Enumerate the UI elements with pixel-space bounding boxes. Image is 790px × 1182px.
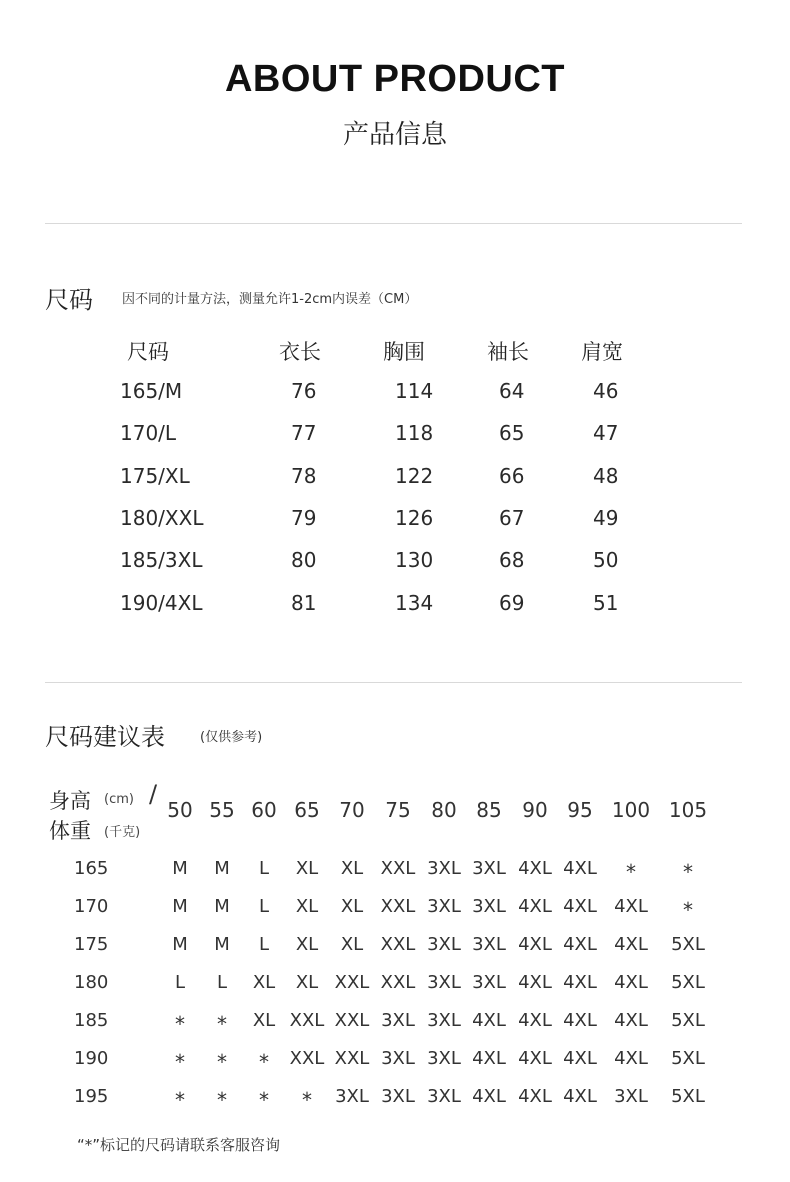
recommended-size-cell: 4XL: [518, 1048, 552, 1069]
size-table-cell: 77: [291, 421, 317, 446]
recommended-size-cell: XL: [252, 1010, 276, 1031]
recommended-size-cell: L: [216, 972, 228, 993]
recommended-size-cell: XXL: [334, 1010, 370, 1031]
recommended-size-cell: XL: [295, 972, 319, 993]
recommended-size-cell: L: [258, 934, 270, 955]
contact-support-star: *: [683, 898, 693, 922]
weight-column-header: 100: [611, 798, 651, 822]
recommended-size-cell: XL: [295, 934, 319, 955]
recommended-size-cell: 3XL: [427, 1048, 461, 1069]
recommended-size-cell: 4XL: [563, 1010, 597, 1031]
size-table-cell: 49: [593, 505, 619, 530]
recommended-size-cell: L: [174, 972, 186, 993]
weight-column-header: 80: [431, 798, 457, 822]
recommended-size-cell: XXL: [380, 972, 416, 993]
recommended-size-cell: 4XL: [563, 1086, 597, 1107]
recommended-size-cell: XXL: [334, 1048, 370, 1069]
weight-label: 体重: [49, 819, 91, 843]
recommended-size-cell: 5XL: [671, 1086, 705, 1107]
size-table-cell: 67: [499, 505, 525, 530]
recommended-size-cell: 3XL: [472, 934, 506, 955]
size-column-header: 肩宽: [581, 340, 623, 364]
contact-support-star: *: [175, 1012, 185, 1036]
weight-column-header: 75: [385, 798, 411, 822]
size-column-header: 衣长: [279, 340, 321, 364]
footnote: “*”标记的尺码请联系客服咨询: [77, 1136, 281, 1154]
contact-support-star: *: [217, 1050, 227, 1074]
size-table-cell: 134: [395, 590, 434, 615]
size-table-cell: 79: [291, 505, 317, 530]
recommended-size-cell: 4XL: [563, 1048, 597, 1069]
size-table-cell: 76: [291, 379, 317, 403]
recommended-size-cell: XL: [340, 896, 364, 917]
recommended-size-cell: 5XL: [671, 934, 705, 955]
recommended-size-cell: 3XL: [472, 858, 506, 879]
height-row-label: 165: [74, 858, 109, 879]
recommended-size-cell: 3XL: [381, 1048, 415, 1069]
size-table-cell: 69: [499, 590, 525, 615]
size-table-cell: 80: [291, 548, 317, 573]
recommended-size-cell: M: [214, 896, 230, 917]
recommended-size-cell: 4XL: [614, 896, 648, 917]
divider: [45, 682, 742, 683]
contact-support-star: *: [175, 1088, 185, 1112]
divider: [45, 223, 742, 224]
recommended-size-cell: XL: [295, 858, 319, 879]
recommended-size-cell: 4XL: [472, 1048, 506, 1069]
size-table-cell: 122: [395, 463, 434, 488]
size-row-label: 185/3XL: [120, 548, 203, 573]
height-row-label: 180: [74, 972, 109, 993]
height-row-label: 195: [74, 1086, 109, 1107]
recommended-size-cell: 3XL: [427, 1086, 461, 1107]
recommended-size-cell: XXL: [289, 1048, 325, 1069]
contact-support-star: *: [259, 1088, 269, 1112]
weight-column-header: 85: [476, 798, 502, 822]
recommended-size-cell: 3XL: [427, 858, 461, 879]
contact-support-star: *: [175, 1050, 185, 1074]
weight-column-header: 65: [294, 798, 320, 822]
height-label: 身高: [49, 789, 91, 813]
recommended-size-cell: 4XL: [518, 934, 552, 955]
recommended-size-cell: 4XL: [518, 896, 552, 917]
size-table-cell: 78: [291, 463, 317, 488]
recommended-size-cell: XL: [252, 972, 276, 993]
recommended-size-cell: 3XL: [472, 972, 506, 993]
contact-support-star: *: [259, 1050, 269, 1074]
recommended-size-cell: XXL: [380, 896, 416, 917]
size-table-cell: 126: [395, 505, 434, 530]
recommended-size-cell: 3XL: [427, 972, 461, 993]
recommended-size-cell: 5XL: [671, 1010, 705, 1031]
size-table-cell: 68: [499, 548, 525, 573]
size-row-label: 190/4XL: [120, 590, 203, 615]
size-table-cell: 65: [499, 421, 525, 446]
recommended-size-cell: 4XL: [472, 1010, 506, 1031]
recommended-size-cell: 5XL: [671, 1048, 705, 1069]
size-column-header: 尺码: [127, 340, 169, 364]
size-table-cell: 47: [593, 421, 619, 446]
recommended-size-cell: 4XL: [518, 972, 552, 993]
recommended-size-cell: 3XL: [427, 934, 461, 955]
corner-slash: /: [149, 780, 158, 808]
recommended-size-cell: 3XL: [381, 1086, 415, 1107]
size-table-cell: 64: [499, 379, 525, 403]
recommended-size-cell: 3XL: [614, 1086, 648, 1107]
recommended-size-cell: M: [172, 858, 188, 879]
recommended-size-cell: 4XL: [563, 934, 597, 955]
weight-column-header: 60: [251, 798, 277, 822]
recommended-size-cell: 4XL: [614, 1010, 648, 1031]
height-row-label: 190: [74, 1048, 109, 1069]
recommended-size-cell: 4XL: [563, 896, 597, 917]
size-row-label: 170/L: [120, 421, 177, 446]
recommended-size-cell: XL: [295, 896, 319, 917]
recommended-size-cell: 4XL: [518, 1086, 552, 1107]
height-row-label: 185: [74, 1010, 109, 1031]
recommended-size-cell: M: [214, 858, 230, 879]
recommended-size-cell: XL: [340, 858, 364, 879]
recommended-size-cell: L: [258, 858, 270, 879]
size-column-header: 袖长: [487, 340, 529, 364]
contact-support-star: *: [626, 860, 636, 884]
weight-unit: (千克): [104, 825, 141, 840]
size-column-header: 胸围: [383, 340, 425, 364]
size-table-cell: 130: [395, 548, 434, 573]
recommended-size-cell: 4XL: [472, 1086, 506, 1107]
recommended-size-cell: 4XL: [563, 972, 597, 993]
contact-support-star: *: [217, 1088, 227, 1112]
recommended-size-cell: M: [214, 934, 230, 955]
weight-column-header: 90: [522, 798, 548, 822]
recommended-size-cell: XXL: [334, 972, 370, 993]
recommended-size-cell: 4XL: [614, 1048, 648, 1069]
weight-column-header: 95: [567, 798, 593, 822]
size-section-note: 因不同的计量方法，测量允许1-2cm内误差（CM）: [122, 292, 418, 307]
recommended-size-cell: XXL: [289, 1010, 325, 1031]
recommended-size-cell: 4XL: [614, 934, 648, 955]
recommend-section-title: 尺码建议表: [45, 723, 165, 751]
size-row-label: 180/XXL: [120, 505, 204, 530]
recommended-size-cell: M: [172, 896, 188, 917]
size-table-cell: 48: [593, 463, 619, 488]
recommend-section-note: (仅供参考): [200, 730, 263, 745]
contact-support-star: *: [683, 860, 693, 884]
height-row-label: 175: [74, 934, 109, 955]
size-section-title: 尺码: [45, 286, 93, 314]
size-table-cell: 81: [291, 590, 317, 615]
contact-support-star: *: [217, 1012, 227, 1036]
page-subtitle: 产品信息: [342, 120, 447, 150]
recommended-size-cell: XL: [340, 934, 364, 955]
size-row-label: 165/M: [120, 379, 183, 403]
recommended-size-cell: XXL: [380, 858, 416, 879]
recommended-size-cell: XXL: [380, 934, 416, 955]
weight-column-header: 50: [167, 798, 193, 822]
size-table-cell: 51: [593, 590, 619, 615]
recommended-size-cell: 4XL: [518, 1010, 552, 1031]
recommended-size-cell: M: [172, 934, 188, 955]
recommended-size-cell: 4XL: [518, 858, 552, 879]
recommended-size-cell: 3XL: [427, 896, 461, 917]
recommended-size-cell: 5XL: [671, 972, 705, 993]
recommended-size-cell: 4XL: [614, 972, 648, 993]
recommended-size-cell: 4XL: [563, 858, 597, 879]
recommended-size-cell: 3XL: [335, 1086, 369, 1107]
contact-support-star: *: [302, 1088, 312, 1112]
recommended-size-cell: 3XL: [472, 896, 506, 917]
size-table-cell: 66: [499, 463, 525, 488]
weight-column-header: 105: [668, 798, 708, 822]
size-row-label: 175/XL: [120, 463, 190, 488]
size-table-cell: 46: [593, 379, 619, 403]
height-row-label: 170: [74, 896, 109, 917]
height-unit: (cm): [104, 792, 134, 807]
page-title: ABOUT PRODUCT: [224, 58, 566, 100]
weight-column-header: 55: [209, 798, 235, 822]
recommended-size-cell: 3XL: [381, 1010, 415, 1031]
size-table-cell: 114: [395, 379, 434, 403]
size-table-cell: 118: [395, 421, 434, 446]
size-table-cell: 50: [593, 548, 619, 573]
weight-column-header: 70: [339, 798, 365, 822]
recommended-size-cell: L: [258, 896, 270, 917]
recommended-size-cell: 3XL: [427, 1010, 461, 1031]
